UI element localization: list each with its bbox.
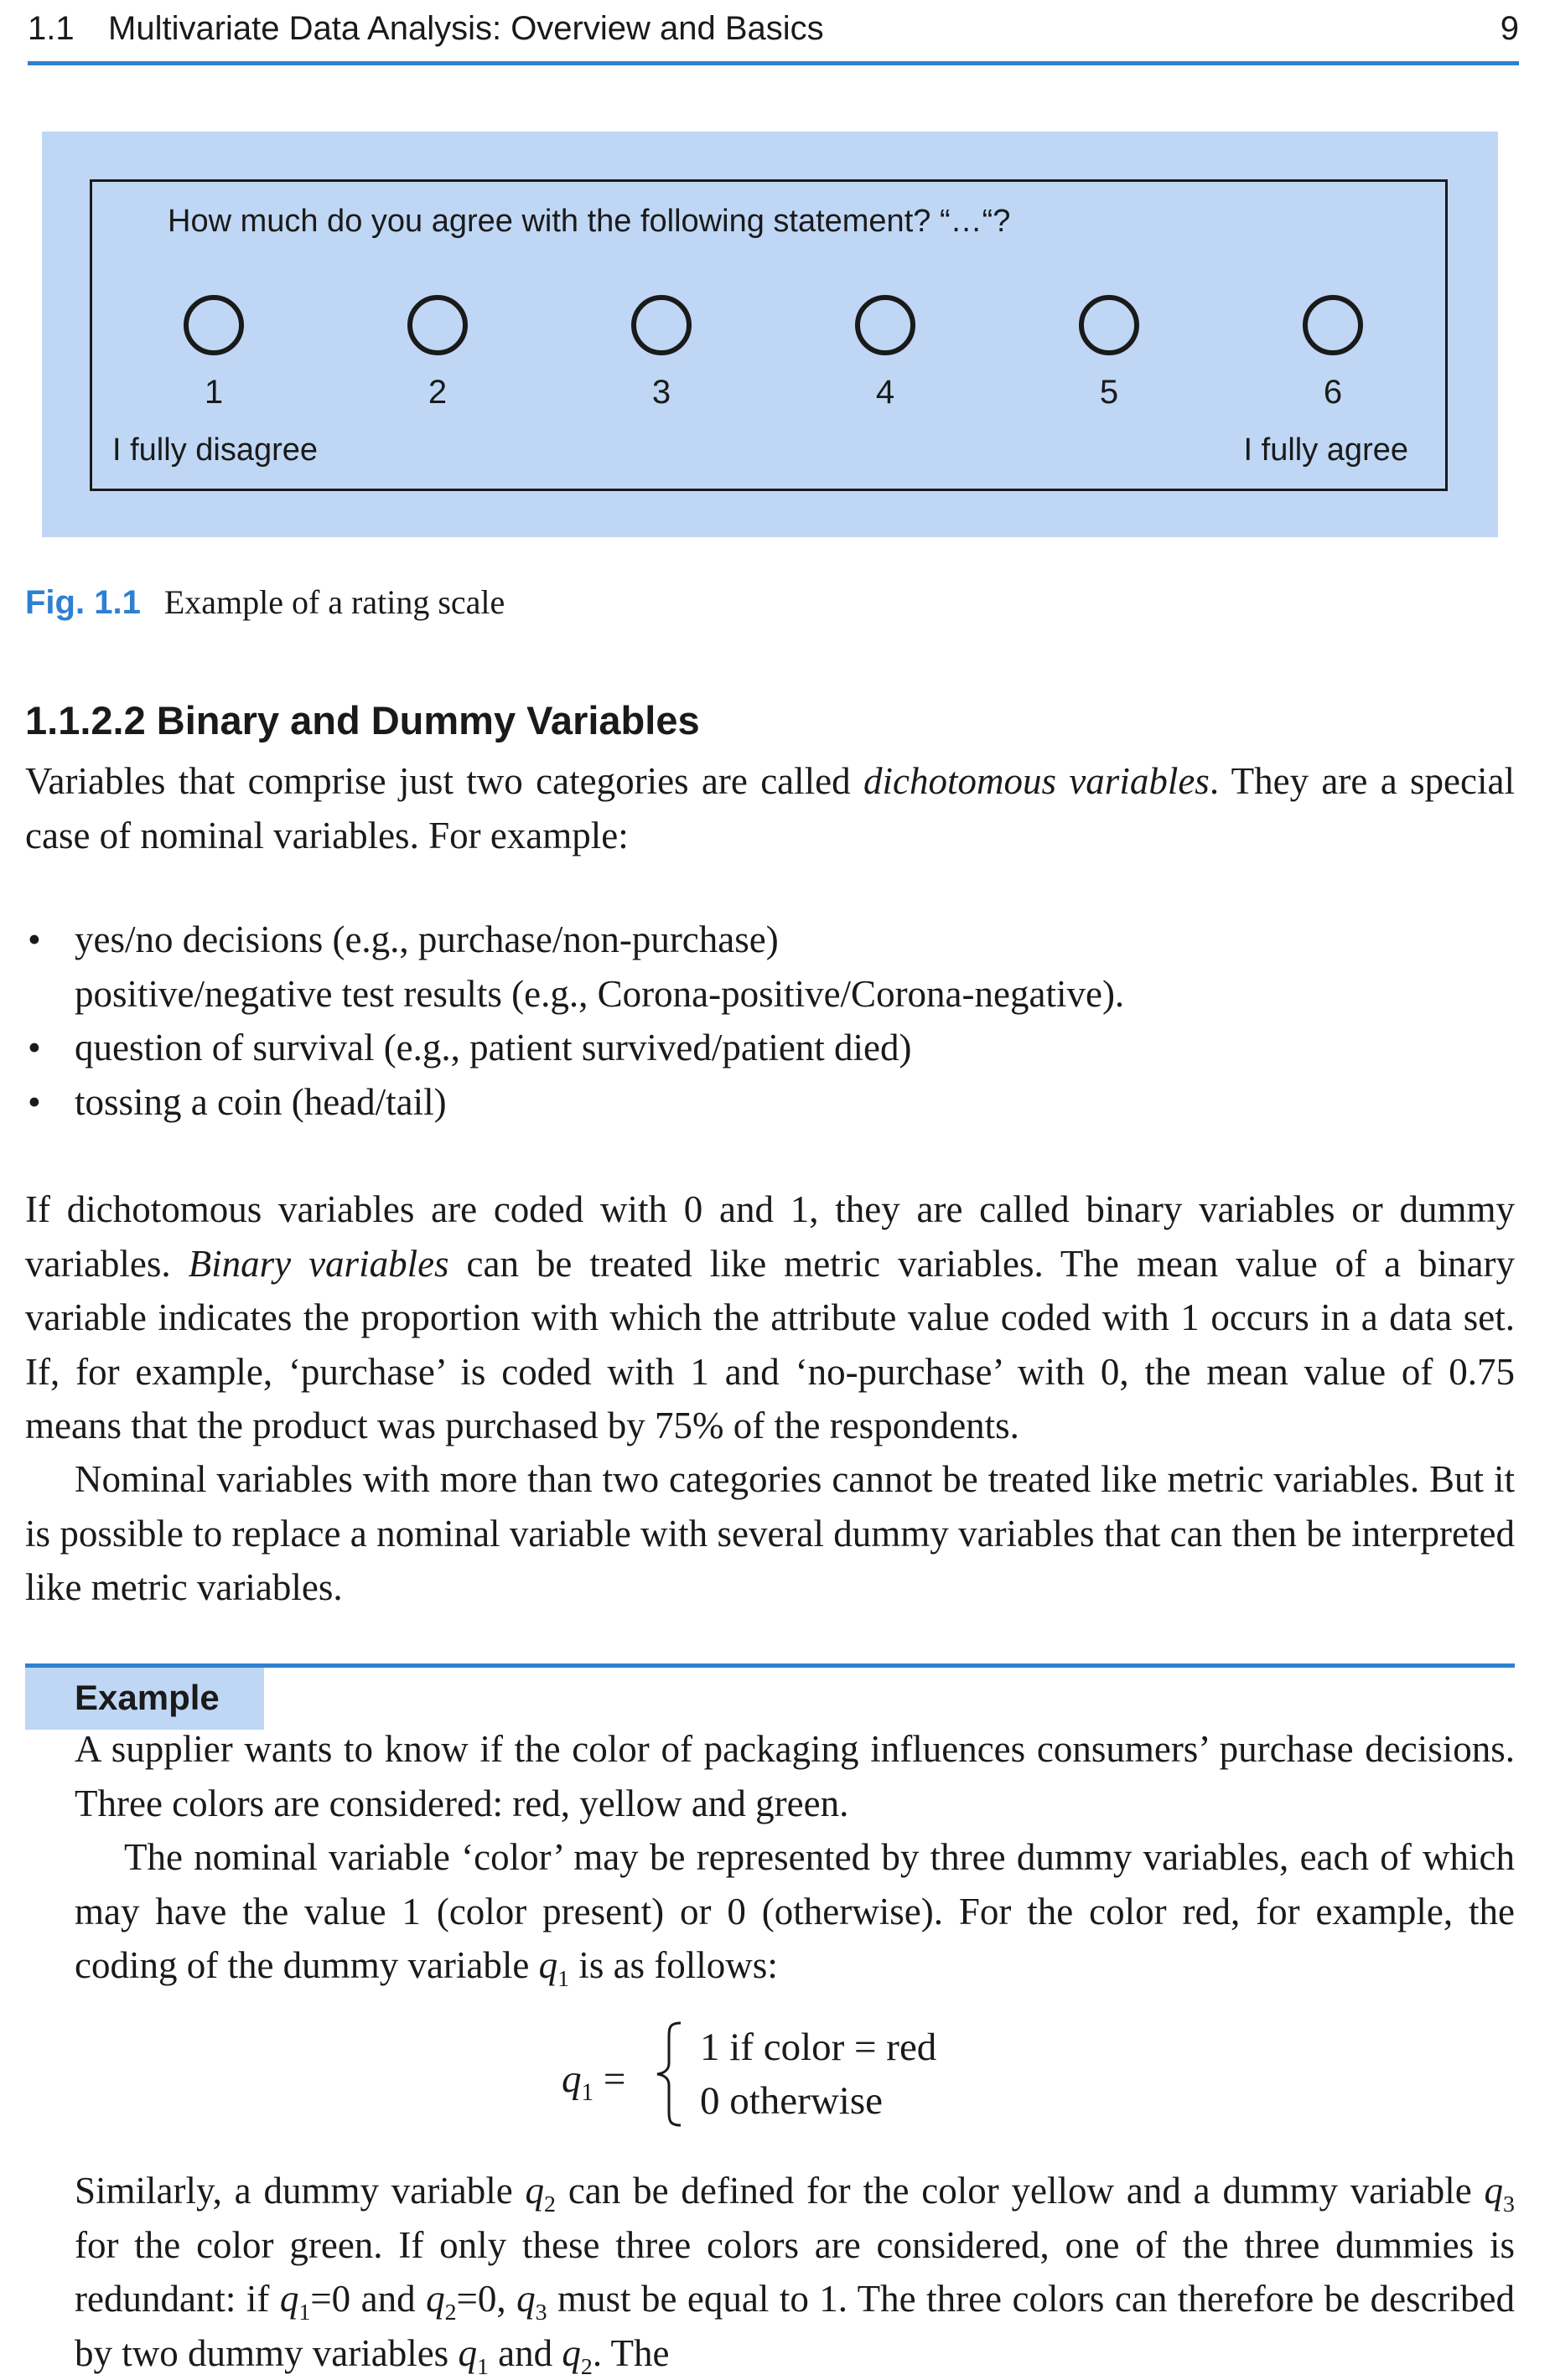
math-subscript: 2 — [544, 2191, 556, 2217]
running-header — [28, 0, 1519, 65]
subsection-heading: 1.1.2.2 Binary and Dummy Variables — [25, 698, 700, 742]
equation-lhs — [562, 2057, 626, 2107]
list-item — [25, 913, 1515, 1021]
equation-case-2: 0 otherwise — [700, 2079, 883, 2123]
paragraph-text: can be defined for the color yellow and a dummy variable — [555, 2170, 1485, 2212]
math-variable: q — [562, 2057, 582, 2101]
scale-point-label: 4 — [875, 374, 895, 411]
list-item-text: question of survival (e.g., patient survived/patient died) — [75, 1027, 912, 1068]
math-subscript: 3 — [535, 2299, 547, 2326]
paragraph-text: for the color green. If only these three colors are considered, one of the three dummies is redundant: if — [75, 2223, 1515, 2320]
radio-circle-icon — [1303, 295, 1363, 355]
header-section-number: 1.1 — [28, 10, 75, 47]
paragraph-text-end: is as follows: — [569, 1944, 778, 1986]
scale-point-label: 5 — [1099, 374, 1119, 411]
math-subscript: 1 — [557, 1965, 570, 1992]
scale-anchor-left: I fully disagree — [112, 432, 319, 468]
paragraph-text: The nominal variable ‘color’ may be represented by three dummy variables, each of which may have the value 1 (color present) or 0 (otherwise). For the color red, for example, the coding of the dummy variable — [75, 1836, 1515, 1986]
scale-question: How much do you agree with the following statement? “…“? — [168, 204, 1011, 239]
radio-circle-icon — [855, 295, 915, 355]
radio-circle-icon — [1079, 295, 1139, 355]
list-item-text: yes/no decisions (e.g., purchase/non-purchase) — [75, 918, 779, 960]
radio-circle-icon — [631, 295, 692, 355]
paragraph-text-end: can be treated like metric variables. The mean value of a binary variable indicates the proportion with which the attribute value coded with 1 occurs in a data set. If, for example, ‘purchase’ is coded with 1 and ‘no-purchase’ with 0, the mean value of 0.75 means that the product was purchased by 75% of the respondents. — [25, 1242, 1516, 1446]
list-item-text: tossing a coin (head/tail) — [75, 1080, 447, 1123]
scale-point-label: 3 — [651, 374, 671, 411]
paragraph-emphasis: Binary variables — [188, 1242, 449, 1285]
intro-emphasis: dichotomous variables — [863, 760, 1210, 802]
math-subscript: 2 — [444, 2299, 457, 2326]
bullet-icon: • — [28, 1080, 41, 1123]
scale-point-1 — [163, 295, 264, 411]
figure-caption — [25, 582, 505, 622]
math-variable: q — [538, 1944, 558, 1986]
bullet-icon: • — [28, 918, 41, 960]
math-variable: q — [426, 2278, 445, 2320]
paragraph-text: =0 and — [310, 2278, 427, 2320]
rating-scale-box — [90, 179, 1448, 491]
paragraph-text: =0, — [456, 2278, 517, 2320]
example-paragraph-1: A supplier wants to know if the color of packaging influences consumers’ purchase decisions. Three colors are considered: red, yellow and green. — [75, 1728, 1515, 1824]
scale-point-4 — [835, 295, 936, 411]
example-label: Example — [75, 1678, 220, 1717]
radio-circle-icon — [407, 295, 468, 355]
radio-circle-icon — [184, 295, 244, 355]
dummy-coding-equation — [562, 2020, 998, 2145]
figure-caption-text: Example of a rating scale — [163, 583, 505, 621]
list-item-text-continued: positive/negative test results (e.g., Corona-positive/Corona-negative). — [75, 972, 1125, 1015]
math-subscript: 1 — [581, 2079, 594, 2107]
list-item — [25, 1021, 1515, 1075]
math-variable: q — [1484, 2170, 1504, 2212]
paragraph-text: must be equal to 1. The three colors can therefore be described by two dummy variables — [75, 2278, 1515, 2374]
intro-paragraph — [25, 754, 1515, 862]
scale-point-label: 6 — [1323, 374, 1343, 411]
example-list — [25, 913, 1515, 1129]
scale-anchor-right: I fully agree — [1243, 432, 1408, 468]
intro-text-end: . They are a special case of nominal variables. For example: — [25, 760, 1515, 856]
scale-point-6 — [1283, 295, 1383, 411]
figure-rating-scale — [42, 132, 1498, 537]
math-variable: q — [525, 2170, 545, 2212]
left-brace-icon — [652, 2020, 686, 2129]
math-variable: q — [516, 2278, 536, 2320]
example-label-box — [25, 1668, 264, 1730]
paragraph-text: If dichotomous variables are coded with 0 and 1, they are called binary variables or dummy variables. — [25, 1188, 1515, 1285]
equals-sign: = — [603, 2057, 626, 2101]
scale-point-3 — [611, 295, 712, 411]
page-number: 9 — [1500, 10, 1519, 47]
math-subscript: 2 — [580, 2353, 593, 2380]
paragraph-text-end: . The — [592, 2331, 670, 2374]
math-subscript: 1 — [476, 2353, 489, 2380]
math-subscript: 3 — [1503, 2191, 1515, 2217]
math-variable: q — [562, 2331, 581, 2374]
nominal-variables-paragraph: Nominal variables with more than two categories cannot be treated like metric variables. But it is possible to replace a nominal variable with several dummy variables that can then be interpreted like metric variables. — [25, 1458, 1515, 1608]
example-paragraph-2 — [75, 1830, 1515, 1993]
bullet-icon: • — [28, 1027, 41, 1068]
scale-point-label: 1 — [204, 374, 224, 411]
header-section-title: Multivariate Data Analysis: Overview and Basics — [108, 10, 824, 47]
figure-caption-label: Fig. 1.1 — [25, 584, 141, 621]
math-variable: q — [458, 2331, 477, 2374]
list-item — [25, 1075, 1515, 1130]
scale-point-2 — [387, 295, 488, 411]
binary-variables-paragraph — [25, 1182, 1515, 1453]
equation-case-1: 1 if color = red — [700, 2026, 937, 2069]
paragraph-text: Similarly, a dummy variable — [75, 2170, 526, 2212]
scale-point-label: 2 — [428, 374, 448, 411]
intro-text: Variables that comprise just two categories are called — [25, 760, 863, 802]
math-variable: q — [279, 2278, 299, 2320]
example-paragraph-3 — [75, 2164, 1515, 2380]
scale-point-5 — [1059, 295, 1159, 411]
paragraph-text: and — [488, 2331, 562, 2374]
math-subscript: 1 — [298, 2299, 311, 2326]
